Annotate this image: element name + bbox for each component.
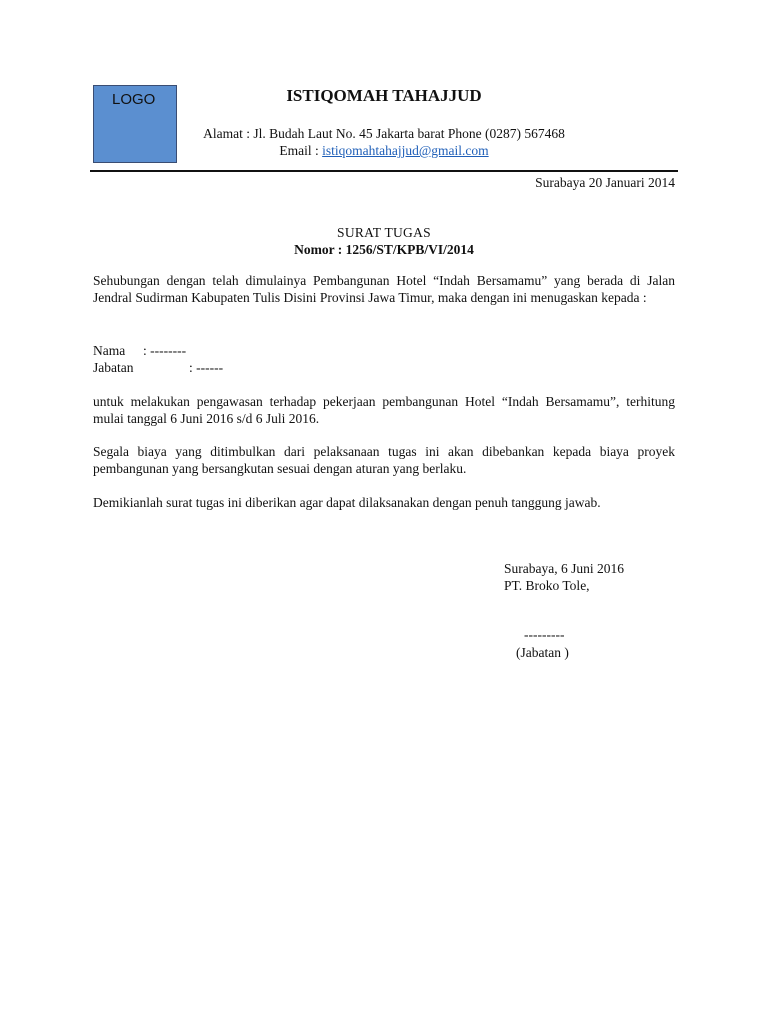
letter-title bbox=[93, 224, 675, 258]
field-label-jabatan: Jabatan bbox=[93, 360, 134, 375]
logo-text: LOGO bbox=[112, 91, 156, 108]
signature-signer: --------- bbox=[524, 627, 565, 642]
letter-date: Surabaya 20 Januari 2014 bbox=[535, 175, 675, 190]
signature-place-date: Surabaya, 6 Juni 2016 bbox=[504, 561, 624, 576]
address-block bbox=[180, 125, 588, 159]
company-name: ISTIQOMAH TAHAJJUD bbox=[286, 86, 482, 105]
letter-number: Nomor : 1256/ST/KPB/VI/2014 bbox=[294, 242, 474, 257]
field-value-jabatan: : ------ bbox=[189, 360, 224, 375]
paragraph-costs: Segala biaya yang ditimbulkan dari pelaksanaan tugas ini akan dibebankan kepada biaya proyek pembangunan yang bersangkutan sesuai dengan aturan yang berlaku. bbox=[93, 444, 675, 476]
paragraph-closing: Demikianlah surat tugas ini diberikan agar dapat dilaksanakan dengan penuh tanggung jawab. bbox=[93, 495, 601, 510]
email-line bbox=[180, 142, 588, 159]
letter-heading: SURAT TUGAS bbox=[337, 225, 431, 240]
email-label: Email : bbox=[279, 143, 323, 158]
paragraph-intro: Sehubungan dengan telah dimulainya Pembangunan Hotel “Indah Bersamamu” yang berada di Jalan Jendral Sudirman Kabupaten Tulis Disini Provinsi Jawa Timur, maka dengan ini menugaskan kepada : bbox=[93, 273, 675, 305]
header-divider bbox=[90, 170, 678, 172]
address-line: Alamat : Jl. Budah Laut No. 45 Jakarta barat Phone (0287) 567468 bbox=[203, 126, 565, 141]
signature-company: PT. Broko Tole, bbox=[504, 578, 590, 593]
logo-box bbox=[93, 85, 177, 163]
signature-position: (Jabatan ) bbox=[516, 645, 569, 660]
email-link[interactable]: istiqomahtahajjud@gmail.com bbox=[322, 143, 489, 158]
field-value-nama: : -------- bbox=[143, 343, 187, 358]
paragraph-task: untuk melakukan pengawasan terhadap pekerjaan pembangunan Hotel “Indah Bersamamu”, terhitung mulai tanggal 6 Juni 2016 s/d 6 Juli 2016. bbox=[93, 394, 675, 426]
field-label-nama: Nama bbox=[93, 343, 126, 358]
signature-block bbox=[504, 560, 624, 594]
